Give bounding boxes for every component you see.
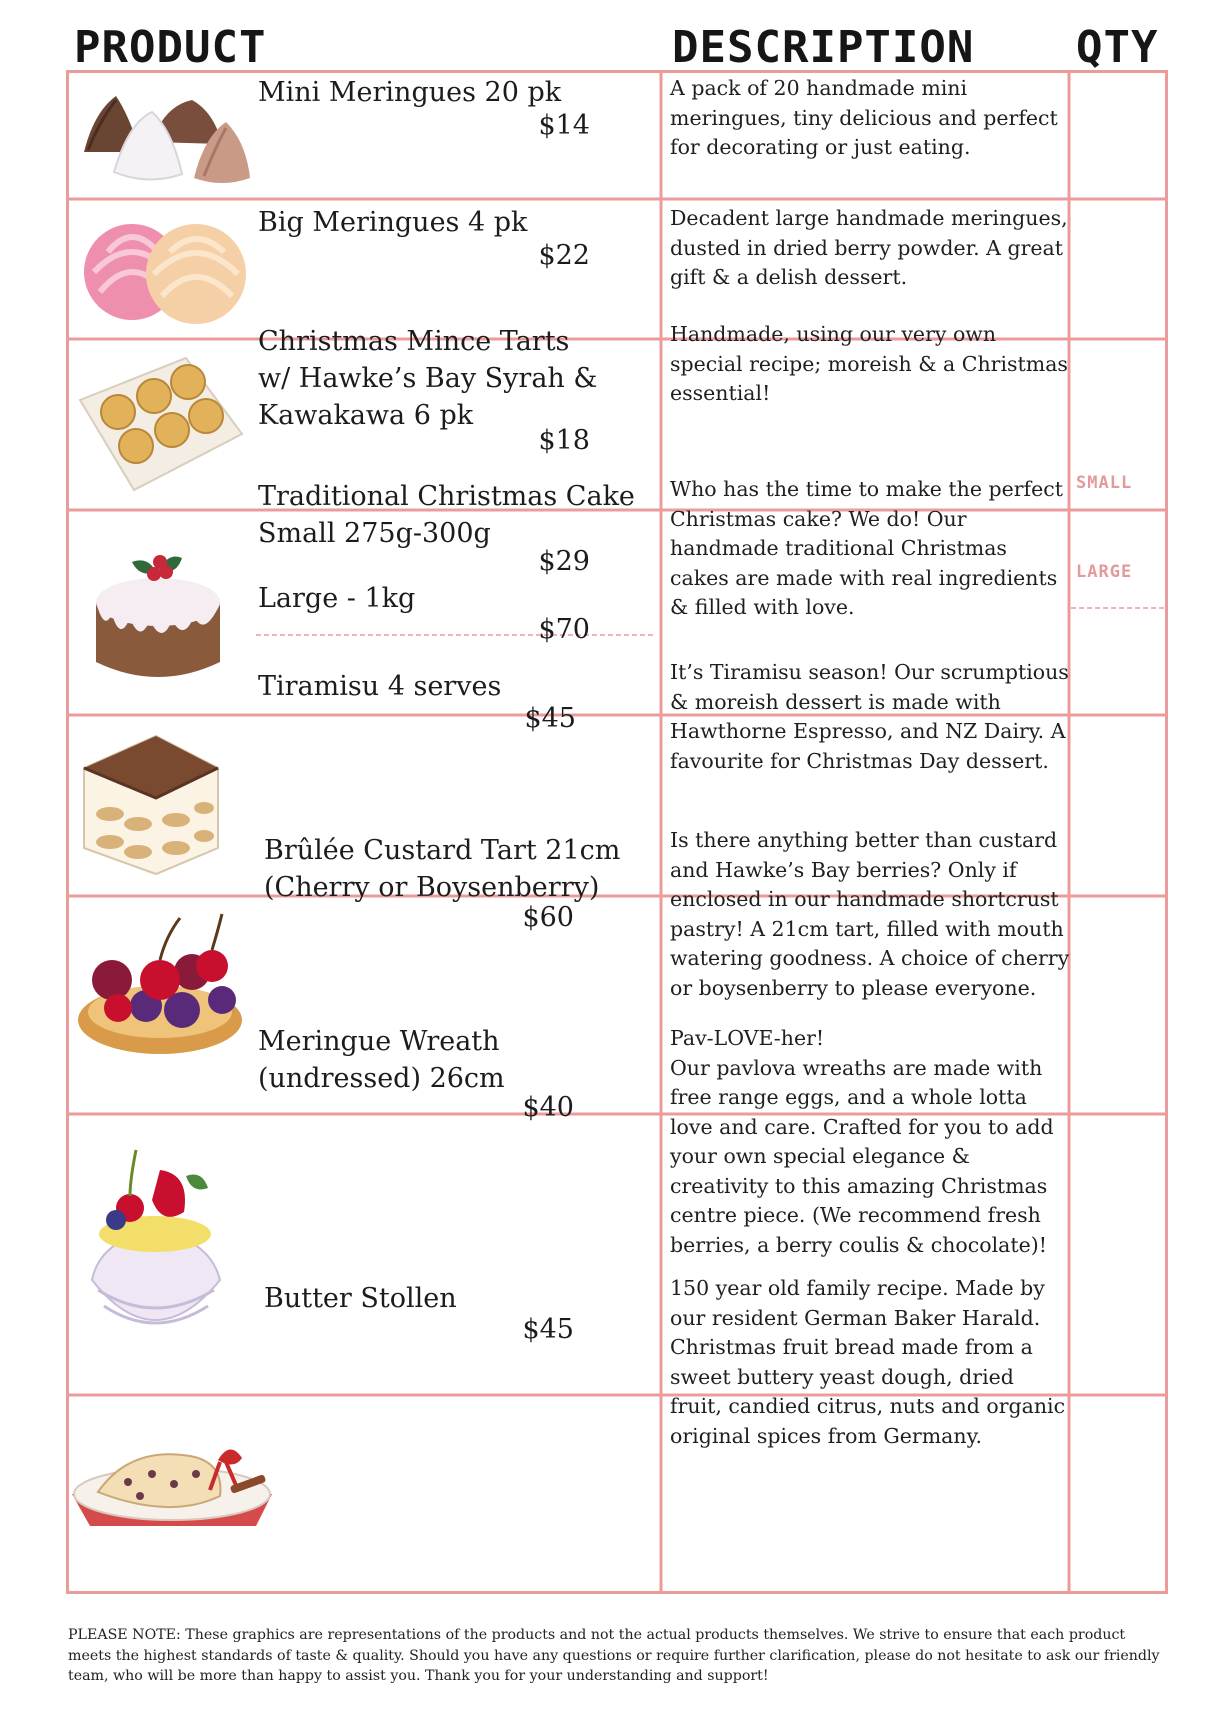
product-description: Decadent large handmade meringues, dusted in dried berry powder. A great gift & a delish dessert. [670, 206, 1068, 289]
product-name: Meringue Wreath (undressed) 26cm [258, 1026, 505, 1094]
product-price: $29 [538, 546, 590, 577]
product-description: 150 year old family recipe. Made by our resident German Baker Harald. Christmas fruit bread made from a sweet buttery yeast dough, dried fruit, candied citrus, nuts and organic original spices from Germany. [670, 1276, 1066, 1448]
stollen-illustration [70, 1434, 275, 1534]
product-description: A pack of 20 handmade mini meringues, tiny delicious and perfect for decorating or just eating. [670, 76, 1058, 159]
product-price: $14 [538, 110, 590, 141]
product-price: $45 [524, 703, 576, 734]
product-name: Butter Stollen [264, 1283, 457, 1314]
product-price: $18 [538, 425, 590, 456]
qty-large-label: LARGE [1076, 562, 1133, 582]
product-name: Tiramisu 4 serves [258, 671, 502, 702]
product-name: Mini Meringues 20 pk [258, 77, 562, 108]
product-description: Pav-LOVE-her! Our pavlova wreaths are made with free range eggs, and a whole lotta love and care. Crafted for you to add your own special elegance & creativity to this amazing Christmas centre piece. (We recommend fresh berries, a berry coulis & chocolate)! [670, 1026, 1054, 1257]
christmas-cake-illustration [78, 522, 238, 702]
qty-column-header: QTY [1076, 22, 1159, 73]
big-meringues-illustration [74, 212, 254, 327]
product-column-header: PRODUCT [74, 22, 267, 73]
product-name: Traditional Christmas Cake Small 275g-300g [258, 481, 635, 549]
qty-small-label: SMALL [1076, 473, 1133, 493]
mince-tarts-illustration [76, 350, 246, 500]
product-price: $22 [538, 240, 590, 271]
product-price: $60 [522, 902, 574, 933]
product-variant-name: Large - 1kg [258, 583, 416, 614]
product-description: Is there anything better than custard and Hawke’s Bay berries? Only if enclosed in our handmade shortcrust pastry! A 21cm tart, filled with mouth watering goodness. A choice of cherry or boysenberry to please everyone. [670, 828, 1070, 1000]
tiramisu-illustration [76, 728, 226, 878]
meringues-illustration [74, 82, 254, 187]
product-name: Big Meringues 4 pk [258, 207, 528, 238]
description-column-header: DESCRIPTION [672, 22, 975, 73]
product-description: It’s Tiramisu season! Our scrumptious & moreish dessert is made with Hawthorne Espresso, and NZ Dairy. A favourite for Christmas Day dessert. [670, 660, 1069, 773]
product-name: Christmas Mince Tarts w/ Hawke’s Bay Syrah & Kawakawa 6 pk [258, 326, 598, 431]
product-variant-price: $70 [538, 614, 590, 645]
product-description: Who has the time to make the perfect Christmas cake? We do! Our handmade traditional Christmas cakes are made with real ingredients & filled with love. [670, 477, 1063, 619]
product-price: $45 [522, 1314, 574, 1345]
product-name: Brûlée Custard Tart 21cm (Cherry or Boysenberry) [264, 835, 621, 903]
product-description: Handmade, using our very own special recipe; moreish & a Christmas essential! [670, 322, 1068, 405]
product-price: $40 [522, 1092, 574, 1123]
disclaimer-note: PLEASE NOTE: These graphics are representations of the products and not the actual products themselves. We strive to ensure that each product meets the highest standards of taste & quality. Should you have any questions or require further clarification, please do not hesitate to ask our friendly team, who will be more than happy to assist you. Thank you for your understanding and support! [68, 1627, 1160, 1684]
product-table [66, 70, 1168, 1594]
berry-tart-illustration [72, 908, 247, 1063]
pavlova-wreath-illustration [80, 1130, 230, 1365]
